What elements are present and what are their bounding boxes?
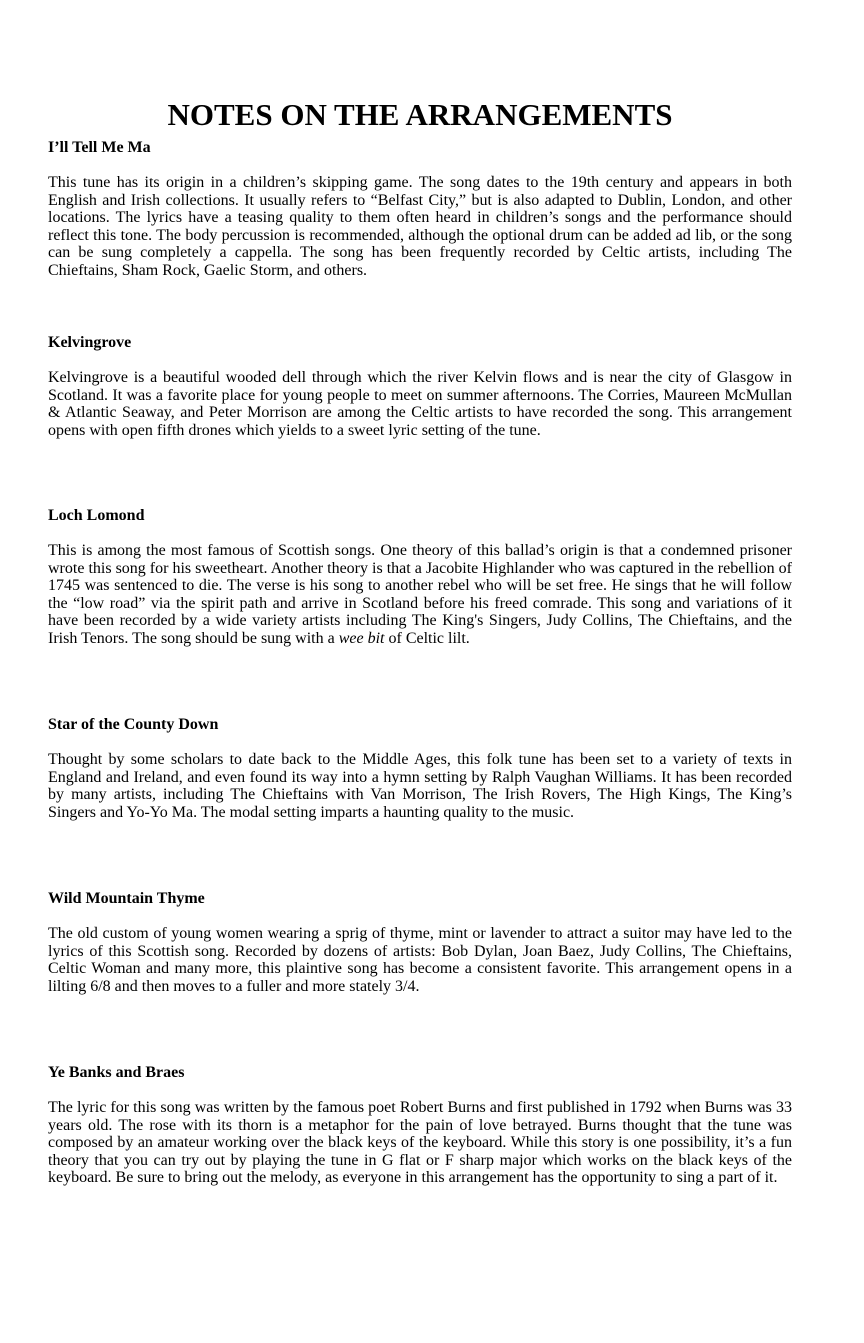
section-heading: Kelvingrove bbox=[48, 334, 132, 351]
section-body: Thought by some scholars to date back to the Middle Ages, this folk tune has been set to a variety of texts in England and Ireland, and even found its way into a hymn setting by Ralph Vaughan Williams. It has been recorded by many artists, including The Chieftains with Van Morrison, The Irish Rovers, The High Kings, The King’s Singers and Yo-Yo Ma. The modal setting imparts a haunting quality to the music. bbox=[48, 751, 792, 821]
page-title: NOTES ON THE ARRANGEMENTS bbox=[167, 96, 673, 132]
section-body: This tune has its origin in a children’s skipping game. The song dates to the 19th century and appears in both English and Irish collections. It usually refers to “Belfast City,” but is also adapted to Dublin, London, and other locations. The lyrics have a teasing quality to them often heard in children’s songs and the performance should reflect this tone. The body percussion is recommended, although the optional drum can be added ad lib, or the song can be sung completely a cappella. The song has been frequently recorded by Celtic artists, including The Chieftains, Sham Rock, Gaelic Storm, and others. bbox=[48, 174, 792, 279]
section-ill-tell-me-ma bbox=[48, 138, 792, 280]
section-heading: Loch Lomond bbox=[48, 507, 145, 524]
section-body-text: of Celtic lilt. bbox=[384, 629, 470, 647]
section-loch-lomond bbox=[48, 506, 792, 648]
section-kelvingrove bbox=[48, 333, 792, 439]
section-heading: I’ll Tell Me Ma bbox=[48, 139, 151, 156]
section-body-text: This is among the most famous of Scottish songs. One theory of this ballad’s origin is that a condemned prisoner wrote this song for his sweetheart. Another theory is that a Jacobite Highlander who was captured in the rebellion of 1745 was sentenced to die. The verse is his song to another rebel who will be set free. He sings that he will follow the “low road” via the spirit path and arrive in Scotland before his freed comrade. This song and variations of it have been recorded by a wide variety artists including The King's Singers, Judy Collins, The Chieftains, and the Irish Tenors. The song should be sung with a bbox=[48, 542, 792, 647]
section-star-of-the-county-down bbox=[48, 715, 792, 821]
section-body: The lyric for this song was written by the famous poet Robert Burns and first published in 1792 when Burns was 33 years old. The rose with its thorn is a metaphor for the pain of love betrayed. Burns thought that the tune was composed by an amateur working over the black keys of the keyboard. While this story is one possibility, it’s a fun theory that you can try out by playing the tune in G flat or F sharp major which works on the black keys of the keyboard. Be sure to bring out the melody, as everyone in this arrangement has the opportunity to sing a part of it. bbox=[48, 1099, 792, 1187]
section-body-emphasis: wee bit bbox=[338, 629, 385, 647]
section-heading: Star of the County Down bbox=[48, 716, 219, 733]
section-body: The old custom of young women wearing a sprig of thyme, mint or lavender to attract a suitor may have led to the lyrics of this Scottish song. Recorded by dozens of artists: Bob Dylan, Joan Baez, Judy Collins, The Chieftains, Celtic Woman and many more, this plaintive song has become a consistent favorite. This arrangement opens in a lilting 6/8 and then moves to a fuller and more stately 3/4. bbox=[48, 925, 792, 995]
section-body: Kelvingrove is a beautiful wooded dell through which the river Kelvin flows and is near the city of Glasgow in Scotland. It was a favorite place for young people to meet on summer afternoons. The Corries, Maureen McMullan & Atlantic Seaway, and Peter Morrison are among the Celtic artists to have recorded the song. This arrangement opens with open fifth drones which yields to a sweet lyric setting of the tune. bbox=[48, 369, 792, 439]
section-heading: Wild Mountain Thyme bbox=[48, 890, 205, 907]
section-ye-banks-and-braes bbox=[48, 1063, 792, 1187]
section-heading: Ye Banks and Braes bbox=[48, 1064, 185, 1081]
section-wild-mountain-thyme bbox=[48, 889, 792, 995]
section-body bbox=[48, 542, 792, 648]
